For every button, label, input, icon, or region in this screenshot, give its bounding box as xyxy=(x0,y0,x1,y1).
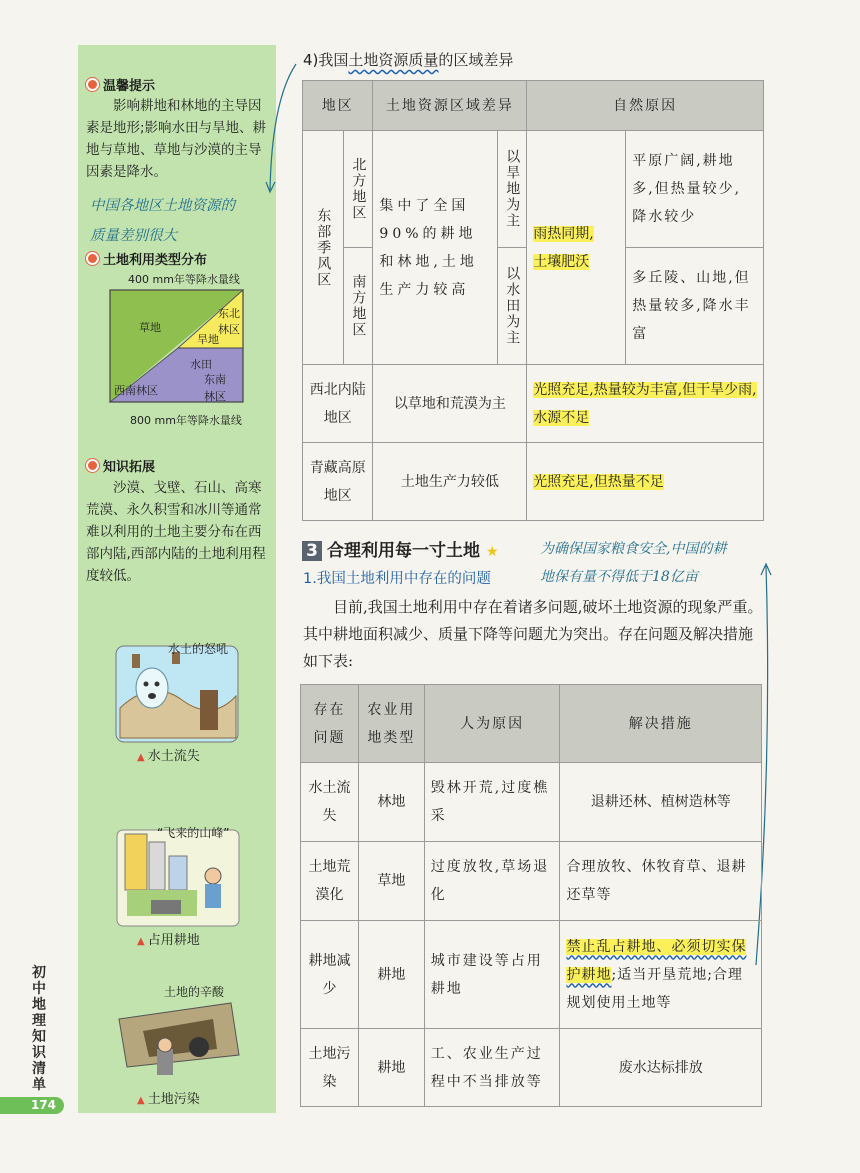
measure-cell: 禁止乱占耕地、必须切实保护耕地;适当开垦荒地;合理规划使用土地等 xyxy=(560,921,762,1029)
diagram-top-label: 400 mm年等降水量线 xyxy=(128,273,240,286)
diagram-ne-forest-label: 东北 xyxy=(218,307,240,320)
subsection-1-title: 1.我国土地利用中存在的问题 xyxy=(303,571,491,587)
handwritten-note-grain: 为确保国家粮食安全,中国的耕 xyxy=(540,541,727,557)
header-reason: 自然原因 xyxy=(527,81,764,131)
landuse-diagram xyxy=(100,268,270,428)
north-reason: 平原广阔,耕地多,但热量较少,降水较少 xyxy=(626,131,764,248)
cause-cell: 过度放牧,草场退化 xyxy=(424,842,560,921)
header-measure: 解决措施 xyxy=(560,685,762,763)
diagram-se-forest-label-2: 林区 xyxy=(204,390,226,403)
arrow-connector-1 xyxy=(260,60,300,200)
type-cell: 草地 xyxy=(358,842,424,921)
type-cell: 耕地 xyxy=(358,921,424,1029)
header-cause: 人为原因 xyxy=(424,685,560,763)
problem-cell: 水土流失 xyxy=(301,763,359,842)
type-cell: 耕地 xyxy=(358,1029,424,1107)
region-northwest: 西北内陆地区 xyxy=(303,365,373,443)
table-row xyxy=(301,921,762,1029)
qingzang-reason: 光照充足,但热量不足 xyxy=(527,443,764,521)
northwest-difference: 以草地和荒漠为主 xyxy=(373,365,527,443)
cause-cell: 工、农业生产过程中不当排放等 xyxy=(424,1029,560,1107)
measure-cell: 废水达标排放 xyxy=(560,1029,762,1107)
problem-cell: 土地污染 xyxy=(301,1029,359,1107)
diagram-sw-forest-label: 西南林区 xyxy=(114,384,158,397)
diagram-grass-label: 草地 xyxy=(139,321,161,334)
problems-table xyxy=(300,684,762,1107)
south-type: 以水田为主 xyxy=(498,248,527,365)
handwritten-note-regions-2: 质量差别很大 xyxy=(90,228,177,244)
south-reason: 多丘陵、山地,但热量较多,降水丰富 xyxy=(626,248,764,365)
table1-row-north xyxy=(303,131,764,248)
diagram-bottom-label: 800 mm年等降水量线 xyxy=(130,414,242,427)
expand-heading: 知识拓展 xyxy=(86,456,155,475)
ill3-title: 土地的辛酸 xyxy=(164,985,225,999)
table1-row-qingzang xyxy=(303,443,764,521)
tip-heading: 温馨提示 xyxy=(86,75,155,94)
ill2-title: “飞来的山峰” xyxy=(157,826,230,840)
expand-text: 沙漠、戈壁、石山、高寒荒漠、永久积雪和冰川等通常难以利用的土地主要分布在西部内陆,西部内陆的土地利用程度较低。 xyxy=(86,480,266,584)
table1-header-row xyxy=(303,81,764,131)
section3-heading: 3 合理利用每一寸土地 ★ xyxy=(302,536,499,561)
diagram-se-forest-label: 东南 xyxy=(204,373,226,386)
table1-row-northwest xyxy=(303,365,764,443)
ill3-caption: ▲ 土地污染 xyxy=(137,1092,200,1107)
diagram-ne-forest-label-2: 林区 xyxy=(218,323,240,336)
region-east-monsoon: 东部季风区 xyxy=(303,131,344,365)
header-problem: 存在问题 xyxy=(301,685,359,763)
table-row xyxy=(301,842,762,921)
measure-cell: 合理放牧、休牧育草、退耕还草等 xyxy=(560,842,762,921)
land-pollution-illustration xyxy=(113,995,243,1083)
star-icon: ★ xyxy=(486,544,499,560)
table-row xyxy=(301,1029,762,1107)
region-difference-table xyxy=(302,80,764,521)
qingzang-difference: 土地生产力较低 xyxy=(373,443,527,521)
page-number-badge: 174 xyxy=(0,1097,64,1114)
section4-title: 4)我国土地资源质量的区域差异 xyxy=(303,51,514,69)
cause-cell: 毁林开荒,过度樵采 xyxy=(424,763,560,842)
table2-header-row xyxy=(301,685,762,763)
header-difference: 土地资源区域差异 xyxy=(373,81,527,131)
header-land-type: 农业用地类型 xyxy=(358,685,424,763)
east-difference: 集中了全国90%的耕地和林地,土地生产力较高 xyxy=(373,131,498,365)
ill1-title: 水土的怒吼 xyxy=(168,642,229,656)
problem-cell: 耕地减少 xyxy=(301,921,359,1029)
region-south: 南方地区 xyxy=(344,248,373,365)
northwest-reason: 光照充足,热量较为丰富,但干旱少雨,水源不足 xyxy=(527,365,764,443)
diagram-dryland-label: 旱地 xyxy=(197,333,219,346)
ill1-caption: ▲ 水土流失 xyxy=(137,749,200,764)
book-title-vertical: 初中地理知识清单 xyxy=(32,965,46,1093)
cause-cell: 城市建设等占用耕地 xyxy=(424,921,560,1029)
table-row xyxy=(301,763,762,842)
problem-cell: 土地荒漠化 xyxy=(301,842,359,921)
tip-text: 影响耕地和林地的主导因素是地形;影响水田与旱地、耕地与草地、草地与沙漠的主导因素是降水。 xyxy=(86,98,267,180)
intro-paragraph: 目前,我国土地利用中存在着诸多问题,破坏土地资源的现象严重。其中耕地面积减少、质量下降等问题尤为突出。存在问题及解决措施如下表: xyxy=(303,598,763,670)
east-common-reason: 雨热同期, 土壤肥沃 xyxy=(527,131,626,365)
landuse-heading: 土地利用类型分布 xyxy=(86,249,207,268)
measure-cell: 退耕还林、植树造林等 xyxy=(560,763,762,842)
ill2-caption: ▲ 占用耕地 xyxy=(137,933,200,948)
type-cell: 林地 xyxy=(358,763,424,842)
north-type: 以旱地为主 xyxy=(498,131,527,248)
handwritten-note-grain-2: 地保有量不得低于18亿亩 xyxy=(540,569,698,585)
region-north: 北方地区 xyxy=(344,131,373,248)
region-qingzang: 青藏高原地区 xyxy=(303,443,373,521)
diagram-paddy-label: 水田 xyxy=(190,358,212,371)
handwritten-note-regions: 中国各地区土地资源的 xyxy=(90,198,235,214)
header-region: 地区 xyxy=(303,81,373,131)
